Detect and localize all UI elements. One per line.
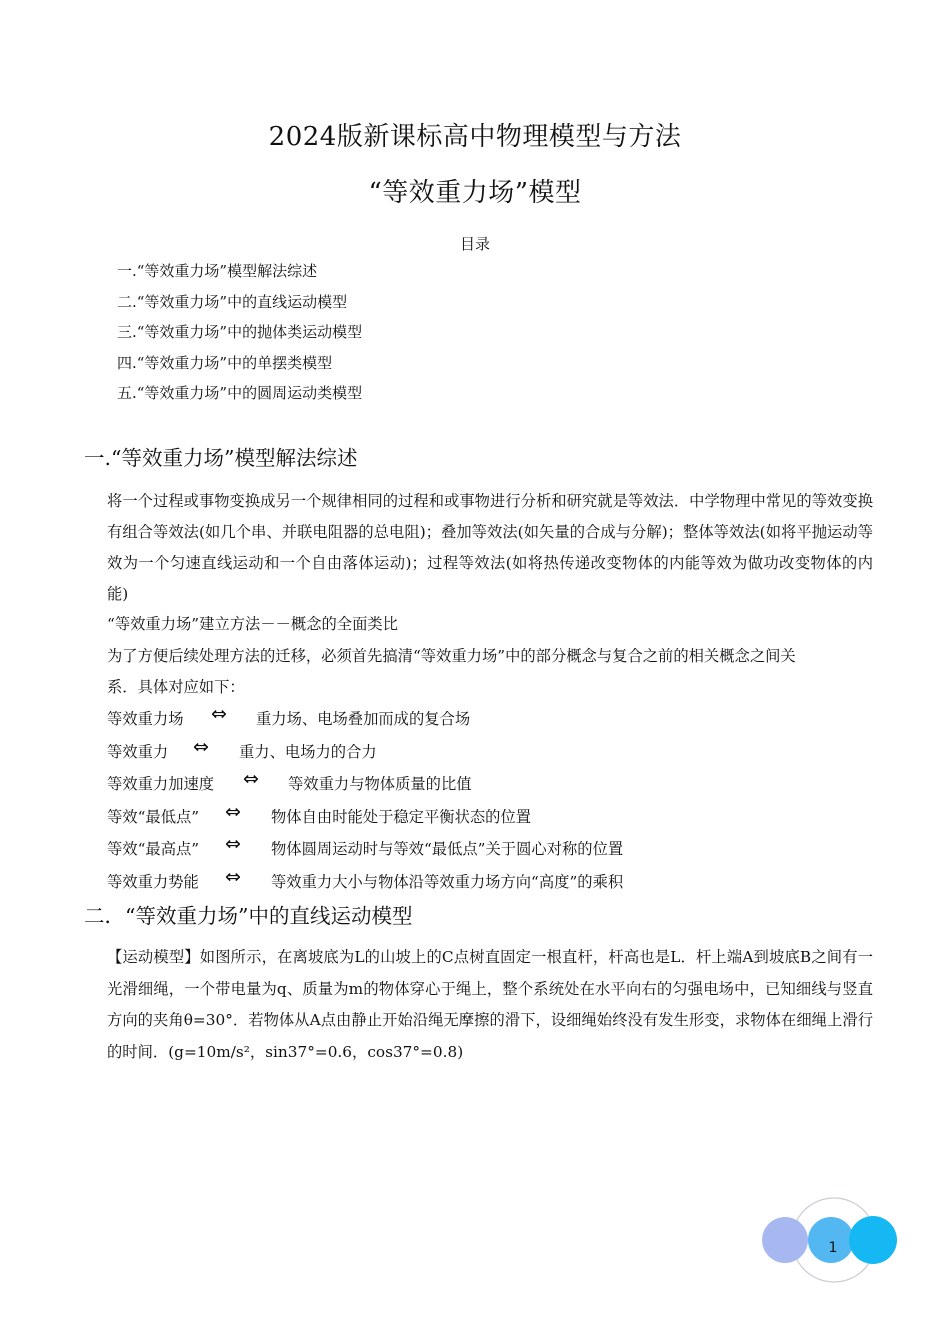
equivalence-arrow-icon: ⇔: [225, 866, 241, 888]
analogy-meaning: 重力场、电场叠加而成的复合场: [256, 710, 471, 728]
right-circle: [849, 1216, 897, 1264]
toc-item[interactable]: 五.“等效重力场”中的圆周运动类模型: [117, 384, 363, 402]
equivalence-arrow-icon: ⇔: [225, 801, 241, 823]
table-of-contents: [117, 260, 362, 413]
toc-item[interactable]: 四.“等效重力场”中的单摆类模型: [117, 353, 333, 372]
analogy-meaning: 等效重力大小与物体沿等效重力场方向“高度”的乘积: [271, 873, 624, 891]
intro-line: 系．具体对应如下：: [107, 678, 245, 696]
section-heading: 一.“等效重力场”模型解法综述: [84, 446, 358, 470]
intro-line: 为了方便后续处理方法的迁移，必须首先搞清“等效重力场”中的部分概念与复合之前的相关概念之间关: [107, 647, 796, 665]
toc-heading: 目录: [459, 235, 490, 253]
section-heading: 二．“等效重力场”中的直线运动模型: [84, 904, 413, 928]
equivalence-arrow-icon: ⇔: [225, 833, 241, 855]
document-subtitle: “等效重力场”模型: [368, 178, 582, 208]
equivalence-arrow-icon: ⇔: [193, 736, 209, 758]
equivalence-arrow-icon: ⇔: [243, 768, 259, 790]
equivalence-arrow-icon: ⇔: [211, 703, 227, 725]
toc-item[interactable]: 二.“等效重力场”中的直线运动模型: [117, 292, 348, 311]
page-number: 1: [828, 1240, 838, 1256]
analogy-meaning: 物体自由时能处于稳定平衡状态的位置: [271, 808, 532, 826]
analogy-term: 等效重力势能: [107, 873, 199, 891]
toc-item[interactable]: 三.“等效重力场”中的抛体类运动模型: [117, 323, 363, 341]
analogy-term: 等效重力场: [107, 710, 184, 728]
document-title: 2024版新课标高中物理模型与方法: [268, 122, 682, 152]
analogy-term: 等效“最高点”: [107, 840, 200, 858]
analogy-term: 等效“最低点”: [107, 808, 200, 826]
analogy-term: 等效重力加速度: [107, 775, 215, 793]
analogy-term: 等效重力: [107, 743, 169, 761]
analogy-meaning: 重力、电场力的合力: [239, 743, 377, 761]
method-line: “等效重力场”建立方法－－概念的全面类比: [107, 615, 398, 633]
analogy-meaning: 等效重力与物体质量的比值: [288, 775, 472, 793]
section-paragraph: 【运动模型】如图所示，在离坡底为L的山坡上的C点树直固定一根直杆，杆高也是L．杆上端A到坡底B之间有一光滑细绳，一个带电量为q、质量为m的物体穿心于绳上，整个系统处在水平向右的匀强电场中，已知细线与竖直方向的夹角θ=30°．若物体从A点由静止开始沿绳无摩擦的滑下，设细绳始终没有发生形变，求物体在细绳上滑行的时间．(g=10m/s²，sin37°=0.6，cos37°=0.8): [107, 948, 873, 1061]
section-paragraph: 将一个过程或事物变换成另一个规律相同的过程和或事物进行分析和研究就是等效法．中学物理中常见的等效变换有组合等效法(如几个串、并联电阻器的总电阻)；叠加等效法(如矢量的合成与分解)；整体等效法(如将平抛运动等效为一个匀速直线运动和一个自由落体运动)；过程等效法(如将热传递改变物体的内能等效为做功改变物体的内能): [107, 492, 873, 603]
left-circle: [762, 1217, 808, 1263]
analogy-meaning: 物体圆周运动时与等效“最低点”关于圆心对称的位置: [271, 840, 624, 858]
toc-item[interactable]: 一.“等效重力场”模型解法综述: [117, 262, 318, 280]
